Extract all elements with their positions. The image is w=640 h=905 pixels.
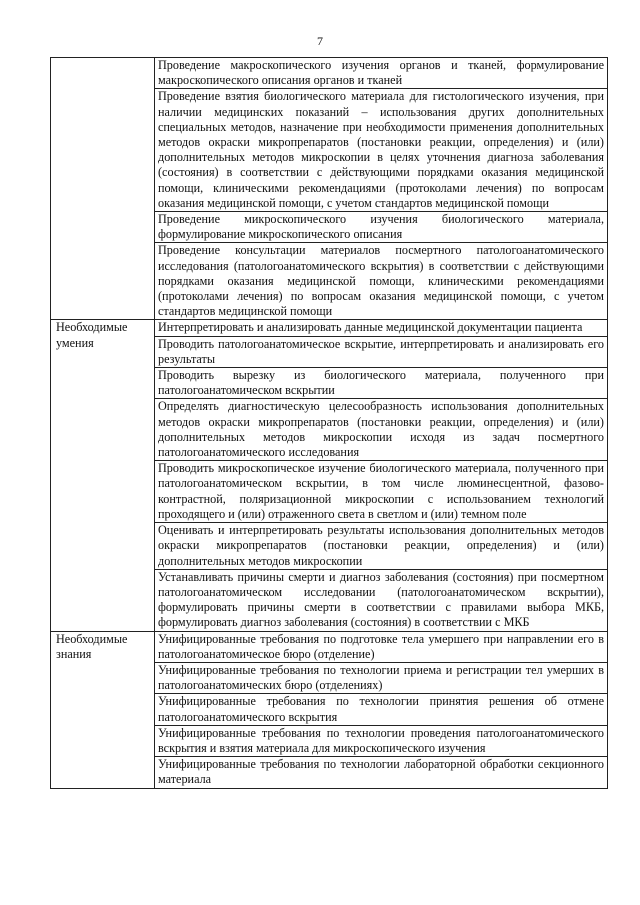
table-row <box>51 58 608 89</box>
table-cell-text: Проводить микроскопическое изучение биологического материала, полученного при патологоанатомическом вскрытии, в том числе люминесцентной, фазово-контрастной, поляризационной микроскопии с использованием технологий проходящего и (или) отраженного света в светлом и (или) темном поле <box>155 461 608 523</box>
table-cell-text: Интерпретировать и анализировать данные медицинской документации пациента <box>155 320 608 336</box>
table-cell-text: Унифицированные требования по технологии принятия решения об отмене патологоанатомического вскрытия <box>155 694 608 725</box>
row-label-empty <box>51 58 155 320</box>
table-cell-text: Унифицированные требования по подготовке тела умершего при направлении его в патологоанатомическое бюро (отделение) <box>155 631 608 662</box>
table-cell-text: Проведение взятия биологического материала для гистологического изучения, при наличии медицинских показаний – использования других дополнительных специальных методов, назначение при необходимости применения дополнительных методов окраски микропрепаратов (постановки реакции, определения) и (или) дополнительных методов микроскопии в целях уточнения диагноза заболевания (состояния) в соответствии с действующими порядками оказания медицинской помощи, клиническими рекомендациями (протоколами лечения) по вопросам оказания медицинской помощи, с учетом стандартов медицинской помощи <box>155 89 608 212</box>
row-label-skills: Необходимые умения <box>51 320 155 631</box>
table-row <box>51 631 608 662</box>
table-cell-text: Проведение консультации материалов посмертного патологоанатомического исследования (патологоанатомического вскрытия) в соответствии с действующими порядками оказания медицинской помощи, клиническими рекомендациями (протоколами лечения) по вопросам оказания медицинской помощи, с учетом стандартов медицинской помощи <box>155 243 608 320</box>
page-number: 7 <box>317 34 323 48</box>
table-cell-text: Проведение макроскопического изучения органов и тканей, формулирование макроскопического описания органов и тканей <box>155 58 608 89</box>
table-cell-text: Унифицированные требования по технологии лабораторной обработки секционного материала <box>155 757 608 788</box>
table-cell-text: Оценивать и интерпретировать результаты использования дополнительных методов окраски микропрепаратов (постановки реакции, определения) и (или) дополнительных методов микроскопии <box>155 523 608 570</box>
table-row <box>51 320 608 336</box>
table-cell-text: Определять диагностическую целесообразность использования дополнительных методов окраски микропрепаратов (постановки реакции, определения) и (или) дополнительных методов микроскопии исходя из задач посмертного патологоанатомического исследования <box>155 399 608 461</box>
table-cell-text: Унифицированные требования по технологии приема и регистрации тел умерших в патологоанатомических бюро (отделениях) <box>155 662 608 693</box>
table-cell-text: Унифицированные требования по технологии проведения патологоанатомического вскрытия и взятия материала для микроскопического изучения <box>155 725 608 756</box>
table-cell-text: Проводить патологоанатомическое вскрытие, интерпретировать и анализировать его результаты <box>155 336 608 367</box>
requirements-table <box>50 57 608 789</box>
table-cell-text: Проведение микроскопического изучения биологического материала, формулирование микроскопического описания <box>155 212 608 243</box>
table-cell-text: Устанавливать причины смерти и диагноз заболевания (состояния) при посмертном патологоанатомическом исследовании (патологоанатомическом вскрытии), формулировать причины смерти в соответствии с правилами выбора МКБ, формулировать диагноз заболевания (состояния) в соответствии с МКБ <box>155 569 608 631</box>
row-label-knowledge: Необходимые знания <box>51 631 155 788</box>
table-cell-text: Проводить вырезку из биологического материала, полученного при патологоанатомическом вскрытии <box>155 368 608 399</box>
